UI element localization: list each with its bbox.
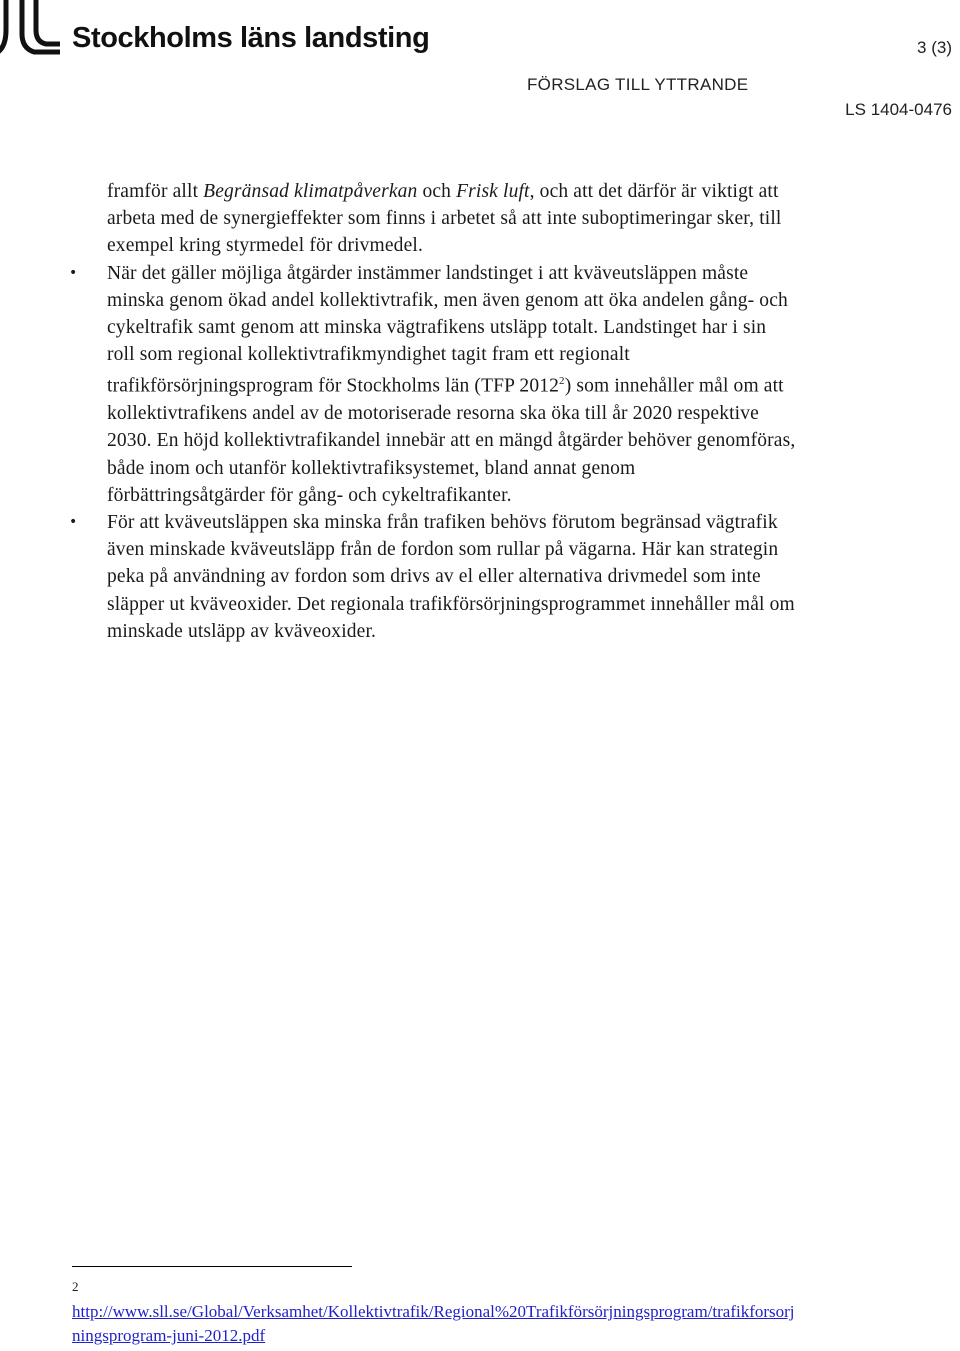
org-logo: [0, 0, 430, 56]
footnote-divider: [72, 1266, 352, 1267]
bullet-icon: •: [69, 264, 78, 281]
emphasis-begransad-klimatpaverkan: Begränsad klimatpåverkan: [203, 181, 418, 202]
document-type: FÖRSLAG TILL YTTRANDE: [527, 75, 749, 94]
footnote-link[interactable]: http://www.sll.se/Global/Verksamhet/Kollektivtrafik/Regional%20Trafikförsörjningsprogram/trafikforsorjningsprogram-juni-2012.pdf: [72, 1302, 795, 1345]
sll-logo-mark-icon: [0, 0, 64, 56]
bullet-icon: •: [69, 513, 78, 530]
list-item: • För att kväveutsläppen ska minska från trafiken behövs förutom begränsad vägtrafik även minskade kväveutsläpp från de fordon som rullar på vägarna. Här kan strategin peka på användning av fordon som drivs av el eller alternativa drivmedel som inte släpper ut kväveoxider. Det regionala trafikförsörjningsprogrammet innehåller mål om minskade utsläpp av kväveoxider.: [107, 509, 797, 645]
footnote-number: 2: [72, 1279, 79, 1294]
list-item: • När det gäller möjliga åtgärder instämmer landstinget i att kväveutsläppen måste minska genom ökad andel kollektivtrafik, men även genom att öka andelen gång- och cykeltrafik samt genom att minska vägtrafikens utsläpp totalt. Landstinget har i sin roll som regional kollektivtrafikmyndighet tagit fram ett regionalt trafikförsörjningsprogram för Stockholms län (TFP 2012$^2$) som innehåller mål om att kollektivtrafikens andel av de motoriserade resorna ska öka till år 2020 respektive 2030. En höjd kollektivtrafikandel innebär att en mängd åtgärder behöver genomföras, både inom och utanför kollektivtrafiksystemet, bland annat genom förbättringsåtgärder för gång- och cykeltrafikanter.: [107, 260, 797, 509]
page-number: 3 (3): [917, 38, 952, 57]
footnote-reference[interactable]: 2: [559, 375, 565, 388]
emphasis-frisk-luft: Frisk luft: [456, 181, 530, 202]
reference-number: LS 1404-0476: [845, 100, 952, 119]
org-name: Stockholms läns landsting: [72, 22, 430, 54]
document-body: [69, 178, 797, 645]
intro-paragraph: framför allt Begränsad klimatpåverkan och Frisk luft, och att det därför är viktigt att arbeta med de synergieffekter som finns i arbetet så att inte suboptimeringar sker, till exempel kring styrmedel för drivmedel.: [107, 181, 782, 257]
